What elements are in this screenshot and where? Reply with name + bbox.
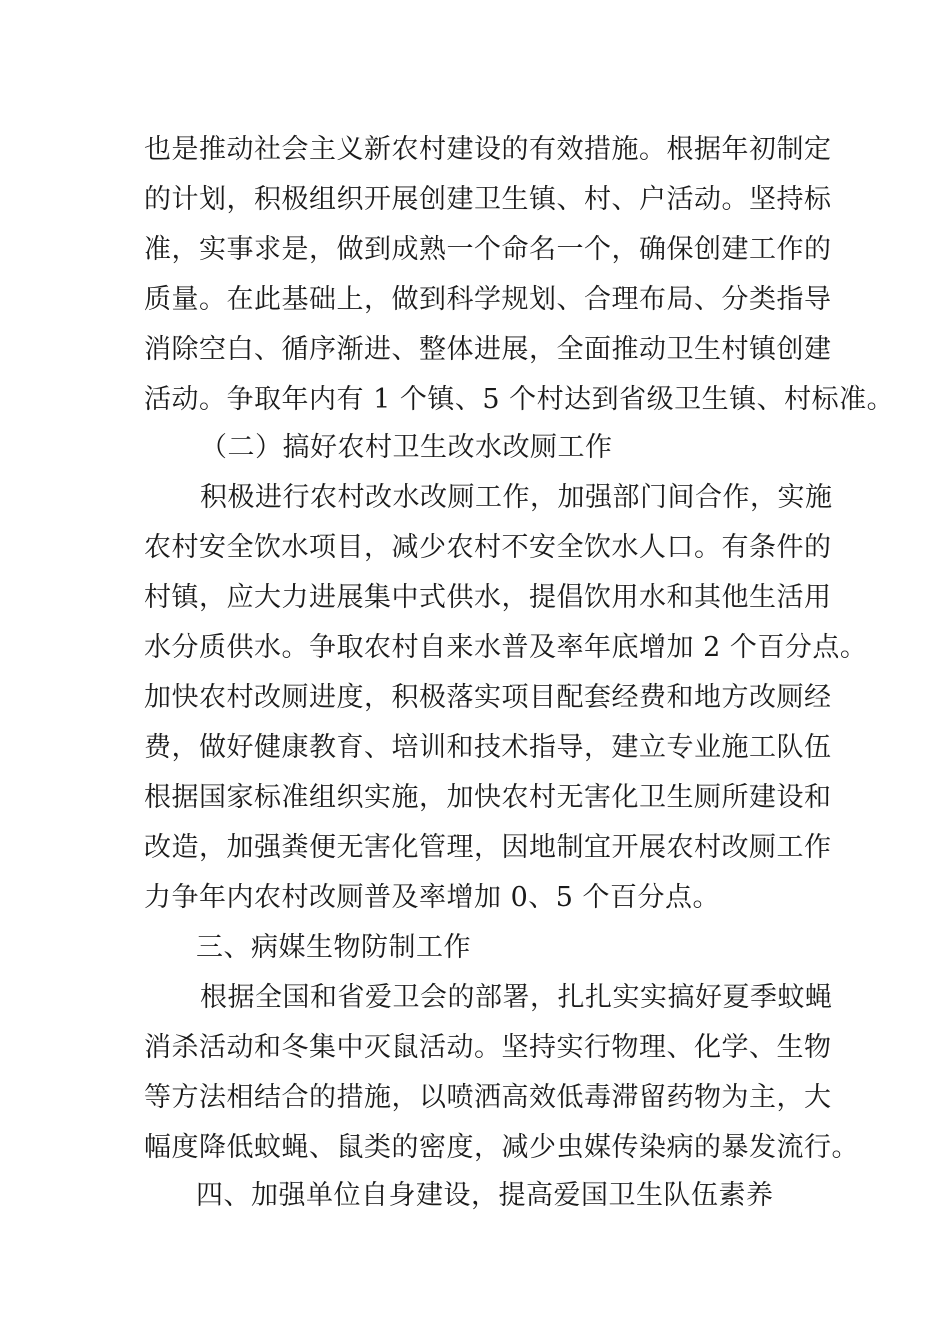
paragraph-line: 农村安全饮水项目，减少农村不安全饮水人口。有条件的 — [144, 532, 832, 563]
paragraph-line: 加快农村改厕进度，积极落实项目配套经费和地方改厕经 — [144, 682, 832, 713]
paragraph-line: 村镇，应大力进展集中式供水，提倡饮用水和其他生活用 — [144, 582, 832, 613]
paragraph-line: 水分质供水。争取农村自来水普及率年底增加 2 个百分点。 — [144, 632, 868, 663]
paragraph-line: 积极进行农村改水改厕工作，加强部门间合作，实施 — [200, 482, 833, 513]
paragraph-line: 的计划，积极组织开展创建卫生镇、村、户活动。坚持标 — [144, 184, 832, 215]
paragraph-line: 消杀活动和冬集中灭鼠活动。坚持实行物理、化学、生物 — [144, 1032, 832, 1063]
paragraph-line: 改造，加强粪便无害化管理，因地制宜开展农村改厕工作 — [144, 832, 832, 863]
section-heading: 三、病媒生物防制工作 — [196, 932, 471, 963]
paragraph-line: 消除空白、循序渐进、整体进展，全面推动卫生村镇创建 — [144, 334, 832, 365]
paragraph-line: 根据国家标准组织实施，加快农村无害化卫生厕所建设和 — [144, 782, 832, 813]
paragraph-line: 根据全国和省爱卫会的部署，扎扎实实搞好夏季蚊蝇 — [200, 982, 833, 1013]
section-heading: 四、加强单位自身建设，提高爱国卫生队伍素养 — [196, 1180, 774, 1211]
paragraph-line: 幅度降低蚊蝇、鼠类的密度，减少虫媒传染病的暴发流行。 — [144, 1132, 859, 1163]
paragraph-line: 活动。争取年内有 1 个镇、5 个村达到省级卫生镇、村标准。 — [144, 384, 895, 415]
subsection-heading: （二）搞好农村卫生改水改厕工作 — [200, 432, 613, 463]
paragraph-line: 力争年内农村改厕普及率增加 0、5 个百分点。 — [144, 882, 721, 913]
paragraph-line: 也是推动社会主义新农村建设的有效措施。根据年初制定 — [144, 134, 832, 165]
paragraph-line: 准，实事求是，做到成熟一个命名一个，确保创建工作的 — [144, 234, 832, 265]
paragraph-line: 费，做好健康教育、培训和技术指导，建立专业施工队伍 — [144, 732, 832, 763]
paragraph-line: 质量。在此基础上，做到科学规划、合理布局、分类指导 — [144, 284, 832, 315]
paragraph-line: 等方法相结合的措施，以喷洒高效低毒滞留药物为主，大 — [144, 1082, 832, 1113]
